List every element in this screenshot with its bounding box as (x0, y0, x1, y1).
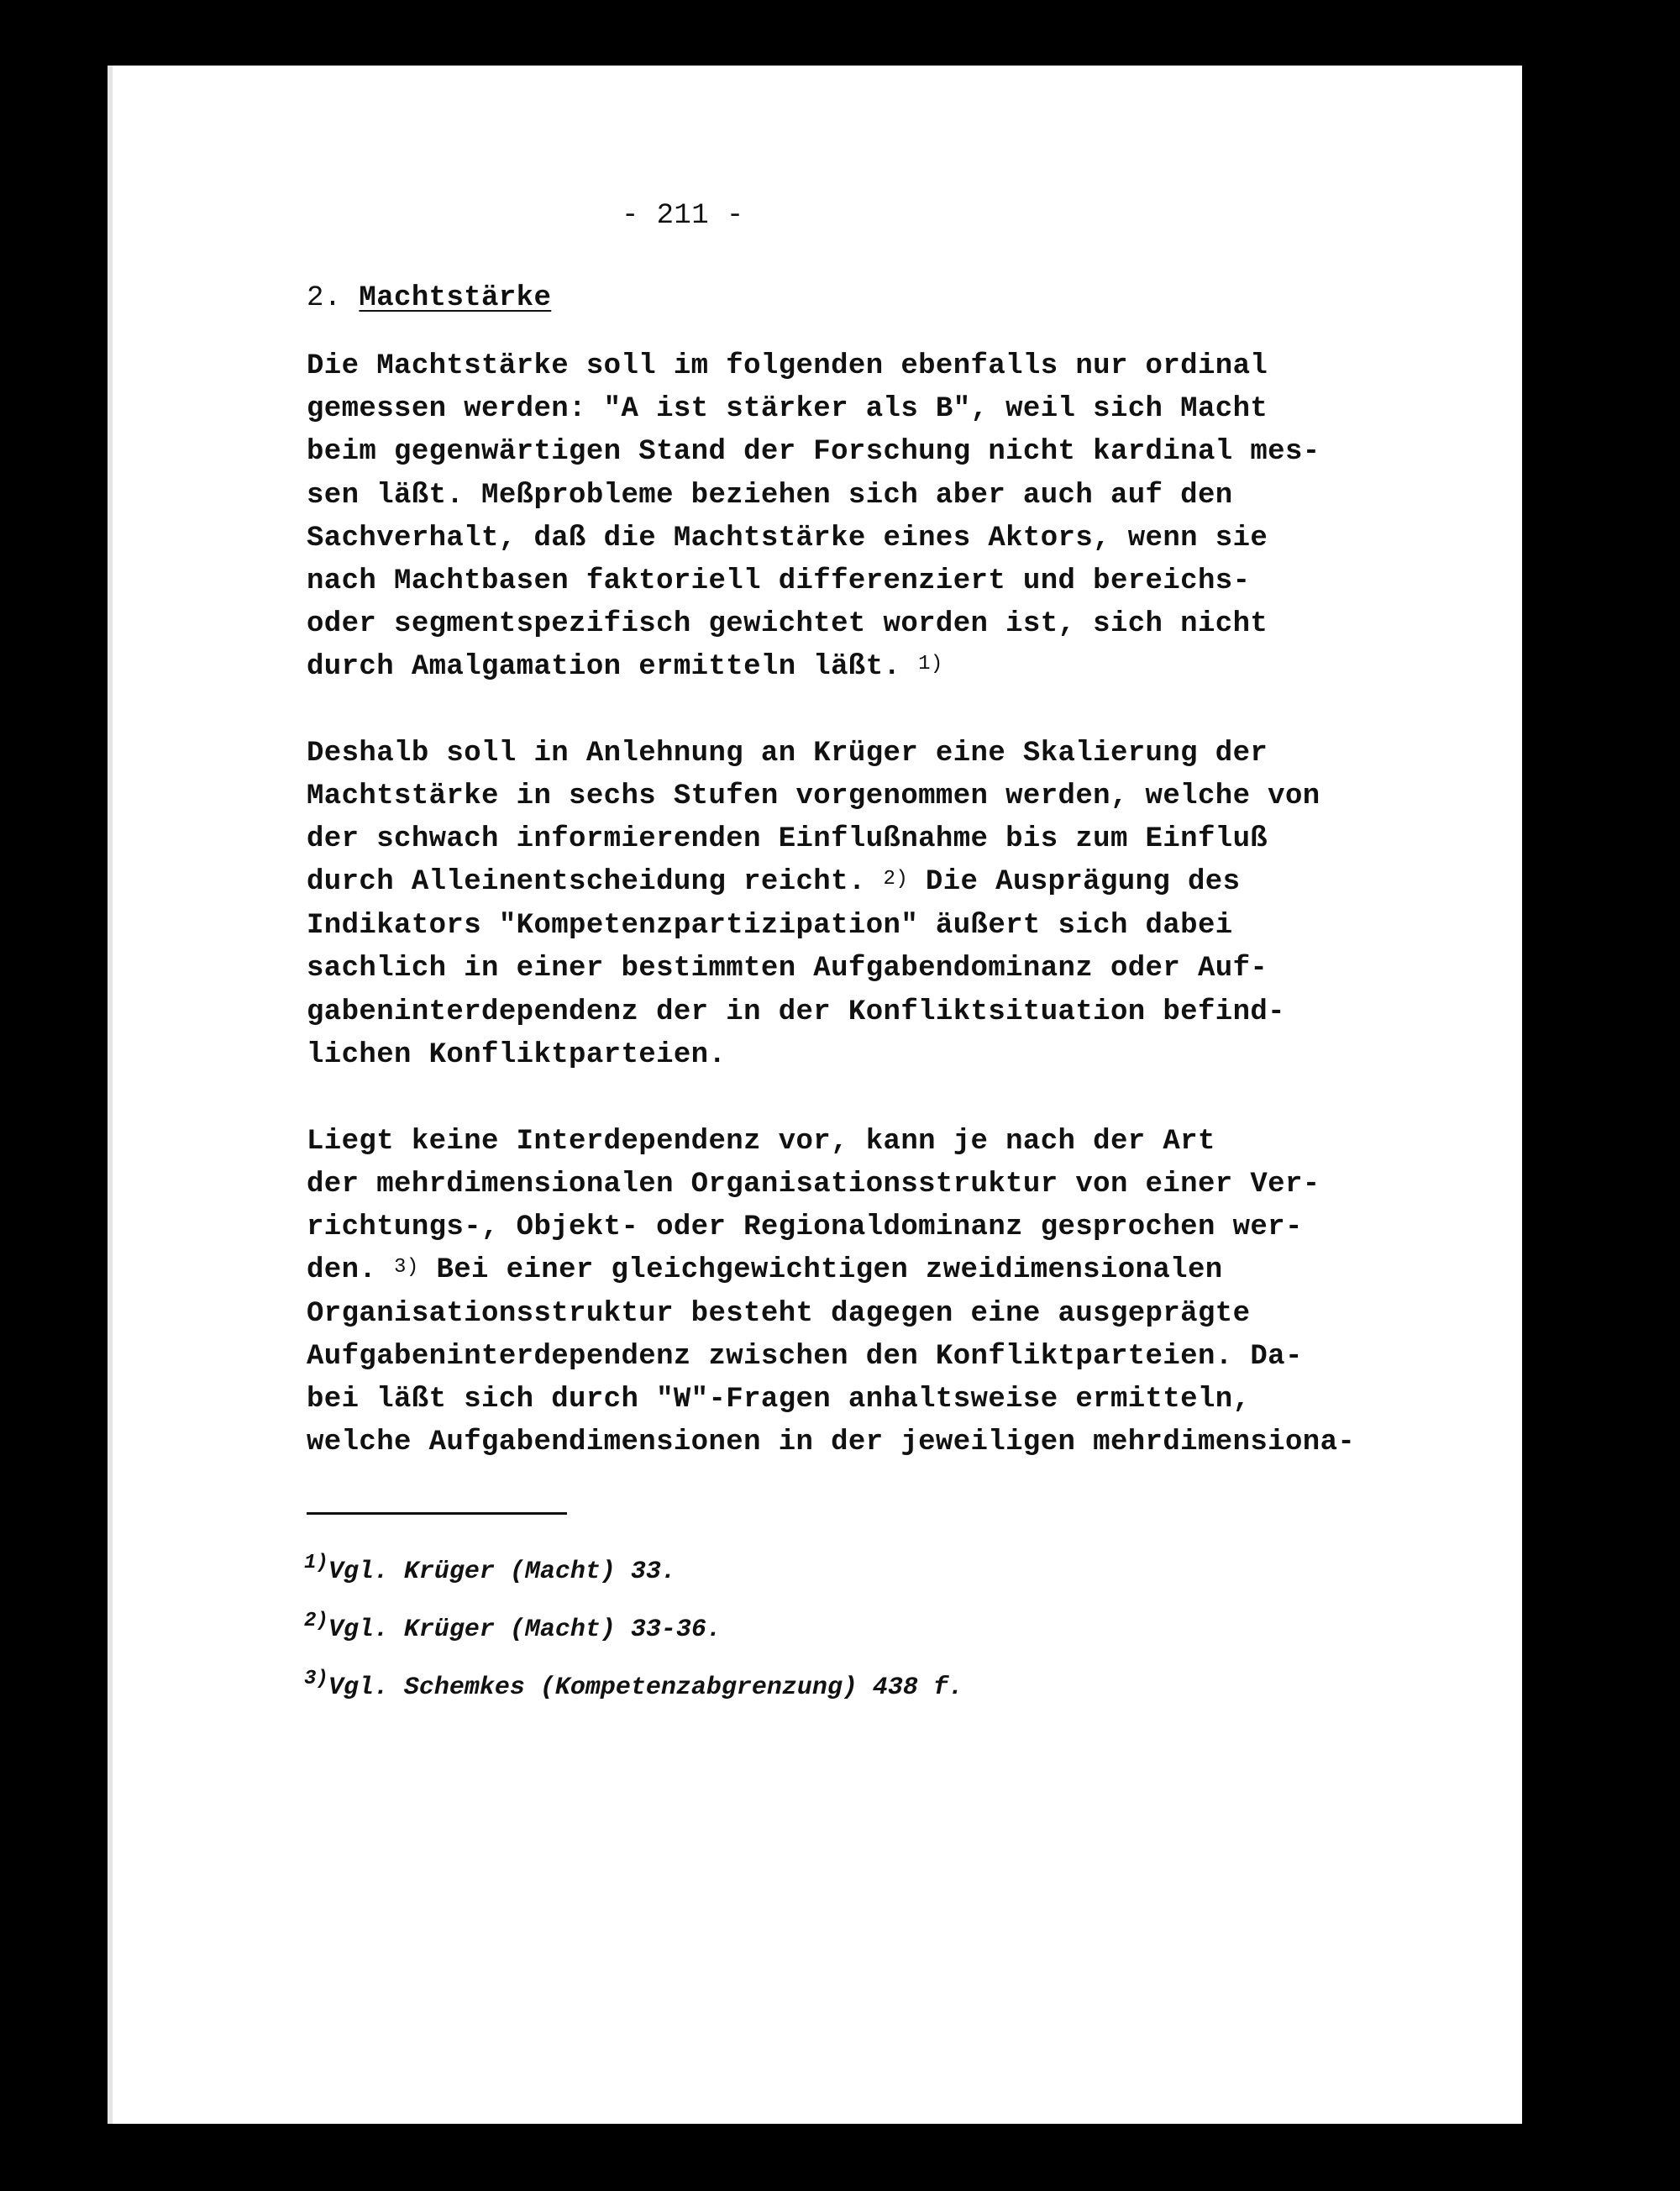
footnote-reference: 2) (883, 868, 909, 891)
footnote (304, 1552, 676, 1586)
footnote-text: Vgl. Schemkes (Kompetenzabgrenzung) 438 f. (328, 1673, 963, 1702)
footnote-mark: 1) (304, 1552, 328, 1574)
text-line: Organisationsstruktur besteht dagegen eine ausgeprägte (307, 1298, 1251, 1330)
section-number: 2. (307, 282, 342, 314)
footnote-text: Vgl. Krüger (Macht) 33. (328, 1558, 676, 1586)
footnote (304, 1610, 722, 1644)
text-line: bei läßt sich durch "W"-Fragen anhaltsweise ermitteln, (307, 1384, 1251, 1416)
text-line: welche Aufgabendimensionen in der jeweiligen mehrdimensiona- (307, 1427, 1356, 1458)
text-line: gabeninterdependenz der in der Konfliktsituation befind- (307, 996, 1285, 1028)
text-span: Die Ausprägung des (908, 866, 1241, 898)
text-span: den. (307, 1254, 395, 1286)
text-line (307, 868, 1240, 896)
text-line (307, 653, 943, 681)
text-line: Deshalb soll in Anlehnung an Krüger eine Skalierung der (307, 738, 1268, 770)
text-span: Bei einer gleichgewichtigen zweidimensionalen (418, 1254, 1223, 1286)
footnote-mark: 2) (304, 1610, 328, 1632)
section-title: Machtstärke (359, 282, 552, 314)
text-line: lichen Konfliktparteien. (307, 1039, 727, 1071)
text-line: Indikators "Kompetenzpartizipation" äußert sich dabei (307, 910, 1233, 942)
footnote (304, 1668, 963, 1702)
text-line: richtungs-, Objekt- oder Regionaldominanz gesprochen wer- (307, 1211, 1303, 1243)
page-edge-shadow (108, 66, 113, 2124)
text-line: sen läßt. Meßprobleme beziehen sich aber auch auf den (307, 480, 1233, 512)
footnote-text: Vgl. Krüger (Macht) 33-36. (328, 1616, 722, 1644)
text-line: beim gegenwärtigen Stand der Forschung nicht kardinal mes- (307, 436, 1320, 468)
text-line: Die Machtstärke soll im folgenden ebenfalls nur ordinal (307, 350, 1268, 382)
text-span: durch Amalgamation ermitteln läßt. (307, 651, 919, 683)
text-line: Sachverhalt, daß die Machtstärke eines Aktors, wenn sie (307, 523, 1268, 554)
footnote-mark: 3) (304, 1668, 328, 1690)
text-line: der mehrdimensionalen Organisationsstruktur von einer Ver- (307, 1169, 1320, 1201)
text-line: Machtstärke in sechs Stufen vorgenommen werden, welche von (307, 780, 1320, 812)
footnote-reference: 3) (394, 1256, 419, 1279)
text-line: sachlich in einer bestimmten Aufgabendominanz oder Auf- (307, 953, 1268, 985)
text-line: Aufgabeninterdependenz zwischen den Konfliktparteien. Da- (307, 1341, 1303, 1373)
text-span: durch Alleinentscheidung reicht. (307, 866, 884, 898)
text-line: der schwach informierenden Einflußnahme bis zum Einfluß (307, 823, 1268, 855)
text-line (307, 1256, 1223, 1285)
text-line: nach Machtbasen faktoriell differenziert und bereichs- (307, 565, 1251, 597)
footnote-separator (307, 1512, 567, 1515)
footnote-reference: 1) (918, 653, 943, 675)
page-number: - 211 - (622, 200, 744, 232)
section-heading (307, 284, 551, 313)
text-line: oder segmentspezifisch gewichtet worden ist, sich nicht (307, 608, 1268, 640)
text-line: gemessen werden: "A ist stärker als B", weil sich Macht (307, 393, 1268, 425)
text-line: Liegt keine Interdependenz vor, kann je nach der Art (307, 1126, 1215, 1158)
